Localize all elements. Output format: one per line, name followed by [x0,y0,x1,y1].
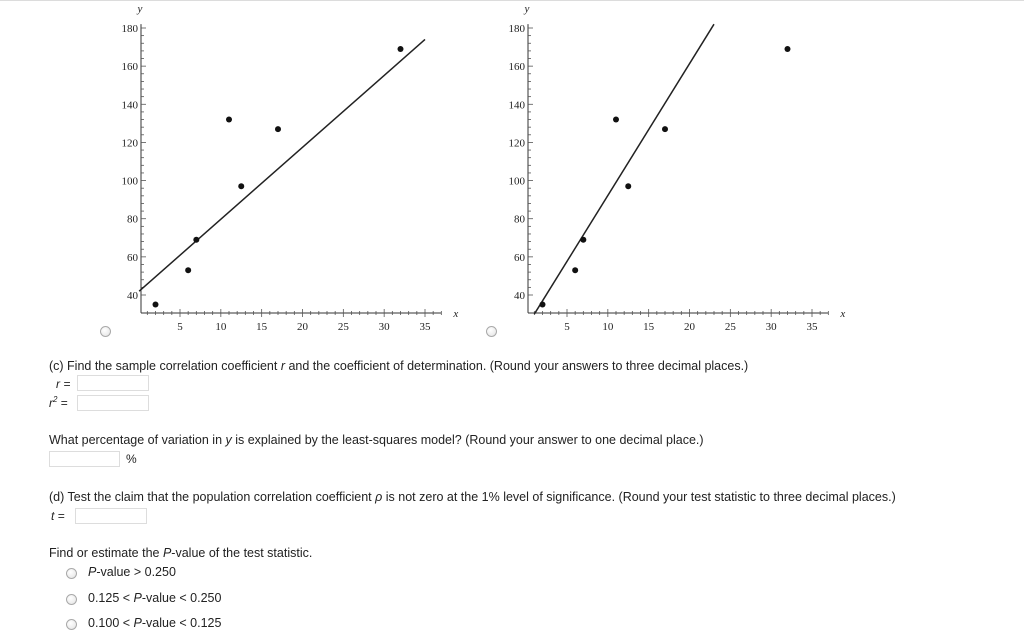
y-tick-label: 100 [121,175,138,188]
y-axis-label: y [137,3,143,15]
opt1-var: P [88,565,97,579]
data-point [572,267,578,273]
data-point [613,117,619,123]
opt2-post: -value < 0.250 [141,591,222,605]
y-tick-label: 160 [121,61,138,74]
y-tick-label: 180 [121,23,138,35]
data-point [540,302,546,308]
part-d-text-b: is not zero at the 1% level of significance. (Round your test statistic to three decimal places.) [382,490,896,504]
scatter-plot-2 [492,0,852,340]
x-tick-label: 10 [215,321,227,333]
y-tick-label: 120 [508,137,525,150]
x-tick-label: 5 [177,321,183,333]
data-point [625,183,631,189]
data-point [662,126,668,132]
y-tick-label: 40 [514,290,525,302]
r2-var: r [49,396,53,410]
y-tick-label: 40 [127,290,138,302]
data-point [193,237,199,243]
x-axis-label: x [453,308,459,320]
data-point [185,267,191,273]
y-tick-label: 140 [508,99,525,112]
x-tick-label: 25 [724,321,736,333]
pvalue-text-b: -value of the test statistic. [171,546,313,560]
x-tick-label: 20 [684,321,695,333]
t-label: t = [51,509,65,523]
part-d-question [49,490,896,504]
part-c-text-a: (c) Find the sample correlation coefficient [49,359,281,373]
x-tick-label: 35 [419,321,431,333]
y-tick-label: 120 [121,137,138,150]
y-tick-label: 100 [508,175,525,188]
y-axis-label: y [524,3,530,15]
part-c-text-b: and the coefficient of determination. (Round your answers to three decimal places.) [285,359,749,373]
x-tick-label: 15 [256,321,268,333]
opt3-post: -value < 0.125 [141,616,222,630]
x-tick-label: 35 [806,321,818,333]
x-tick-label: 30 [765,321,777,333]
data-point [398,46,404,52]
part-d-text-a: (d) Test the claim that the population correlation coefficient [49,490,376,504]
pvalue-option-2-radio[interactable] [66,594,77,605]
y-tick-label: 160 [508,61,525,74]
y-tick-label: 80 [127,213,138,226]
pvalue-text-a: Find or estimate the [49,546,163,560]
part-c-var: r [280,359,285,373]
y-tick-label: 60 [514,251,525,264]
percentage-text-b: is explained by the least-squares model? (Round your answer to one decimal place.) [231,433,704,447]
data-point [275,126,281,132]
opt3-pre: 0.100 < [88,616,134,630]
r2-label [49,395,68,410]
r-label: r = [56,377,71,391]
y-tick-label: 80 [514,213,525,226]
pvalue-option-3-radio[interactable] [66,619,77,630]
pvalue-var: P [162,546,172,560]
r2-eq: = [57,396,68,410]
x-tick-label: 20 [297,321,308,333]
opt1-post: -value > 0.250 [96,565,176,579]
x-tick-label: 15 [643,321,655,333]
percentage-question [49,433,704,447]
graph-option-2-radio[interactable] [486,326,497,337]
pvalue-option-1-label[interactable] [88,565,176,579]
r-input[interactable] [77,375,149,391]
scatter-plot-1 [105,0,465,340]
pvalue-option-1-radio[interactable] [66,568,77,579]
x-tick-label: 5 [564,321,570,333]
x-tick-label: 30 [378,321,390,333]
opt3-var: P [133,616,142,630]
graph-option-1-radio[interactable] [100,326,111,337]
percentage-var: y [225,433,232,447]
data-point [238,183,244,189]
y-tick-label: 140 [121,99,138,112]
t-input[interactable] [75,508,147,524]
y-tick-label: 180 [508,23,525,35]
opt2-var: P [133,591,142,605]
regression-line [139,39,425,291]
x-tick-label: 25 [337,321,349,333]
percentage-input[interactable] [49,451,120,467]
percent-unit: % [126,452,137,466]
pvalue-question [49,546,312,560]
data-point [226,117,232,123]
r2-input[interactable] [77,395,149,411]
data-point [580,237,586,243]
x-axis-label: x [840,308,846,320]
y-tick-label: 60 [127,251,138,264]
r2-sup: 2 [53,395,58,404]
opt2-pre: 0.125 < [88,591,134,605]
x-tick-label: 10 [602,321,614,333]
percentage-text-a: What percentage of variation in [49,433,226,447]
pvalue-option-3-label[interactable] [88,616,221,630]
pvalue-option-2-label[interactable] [88,591,221,605]
part-c-question [49,359,748,373]
data-point [785,46,791,52]
data-point [153,302,159,308]
part-d-var: ρ [375,490,383,504]
regression-line [534,24,714,314]
